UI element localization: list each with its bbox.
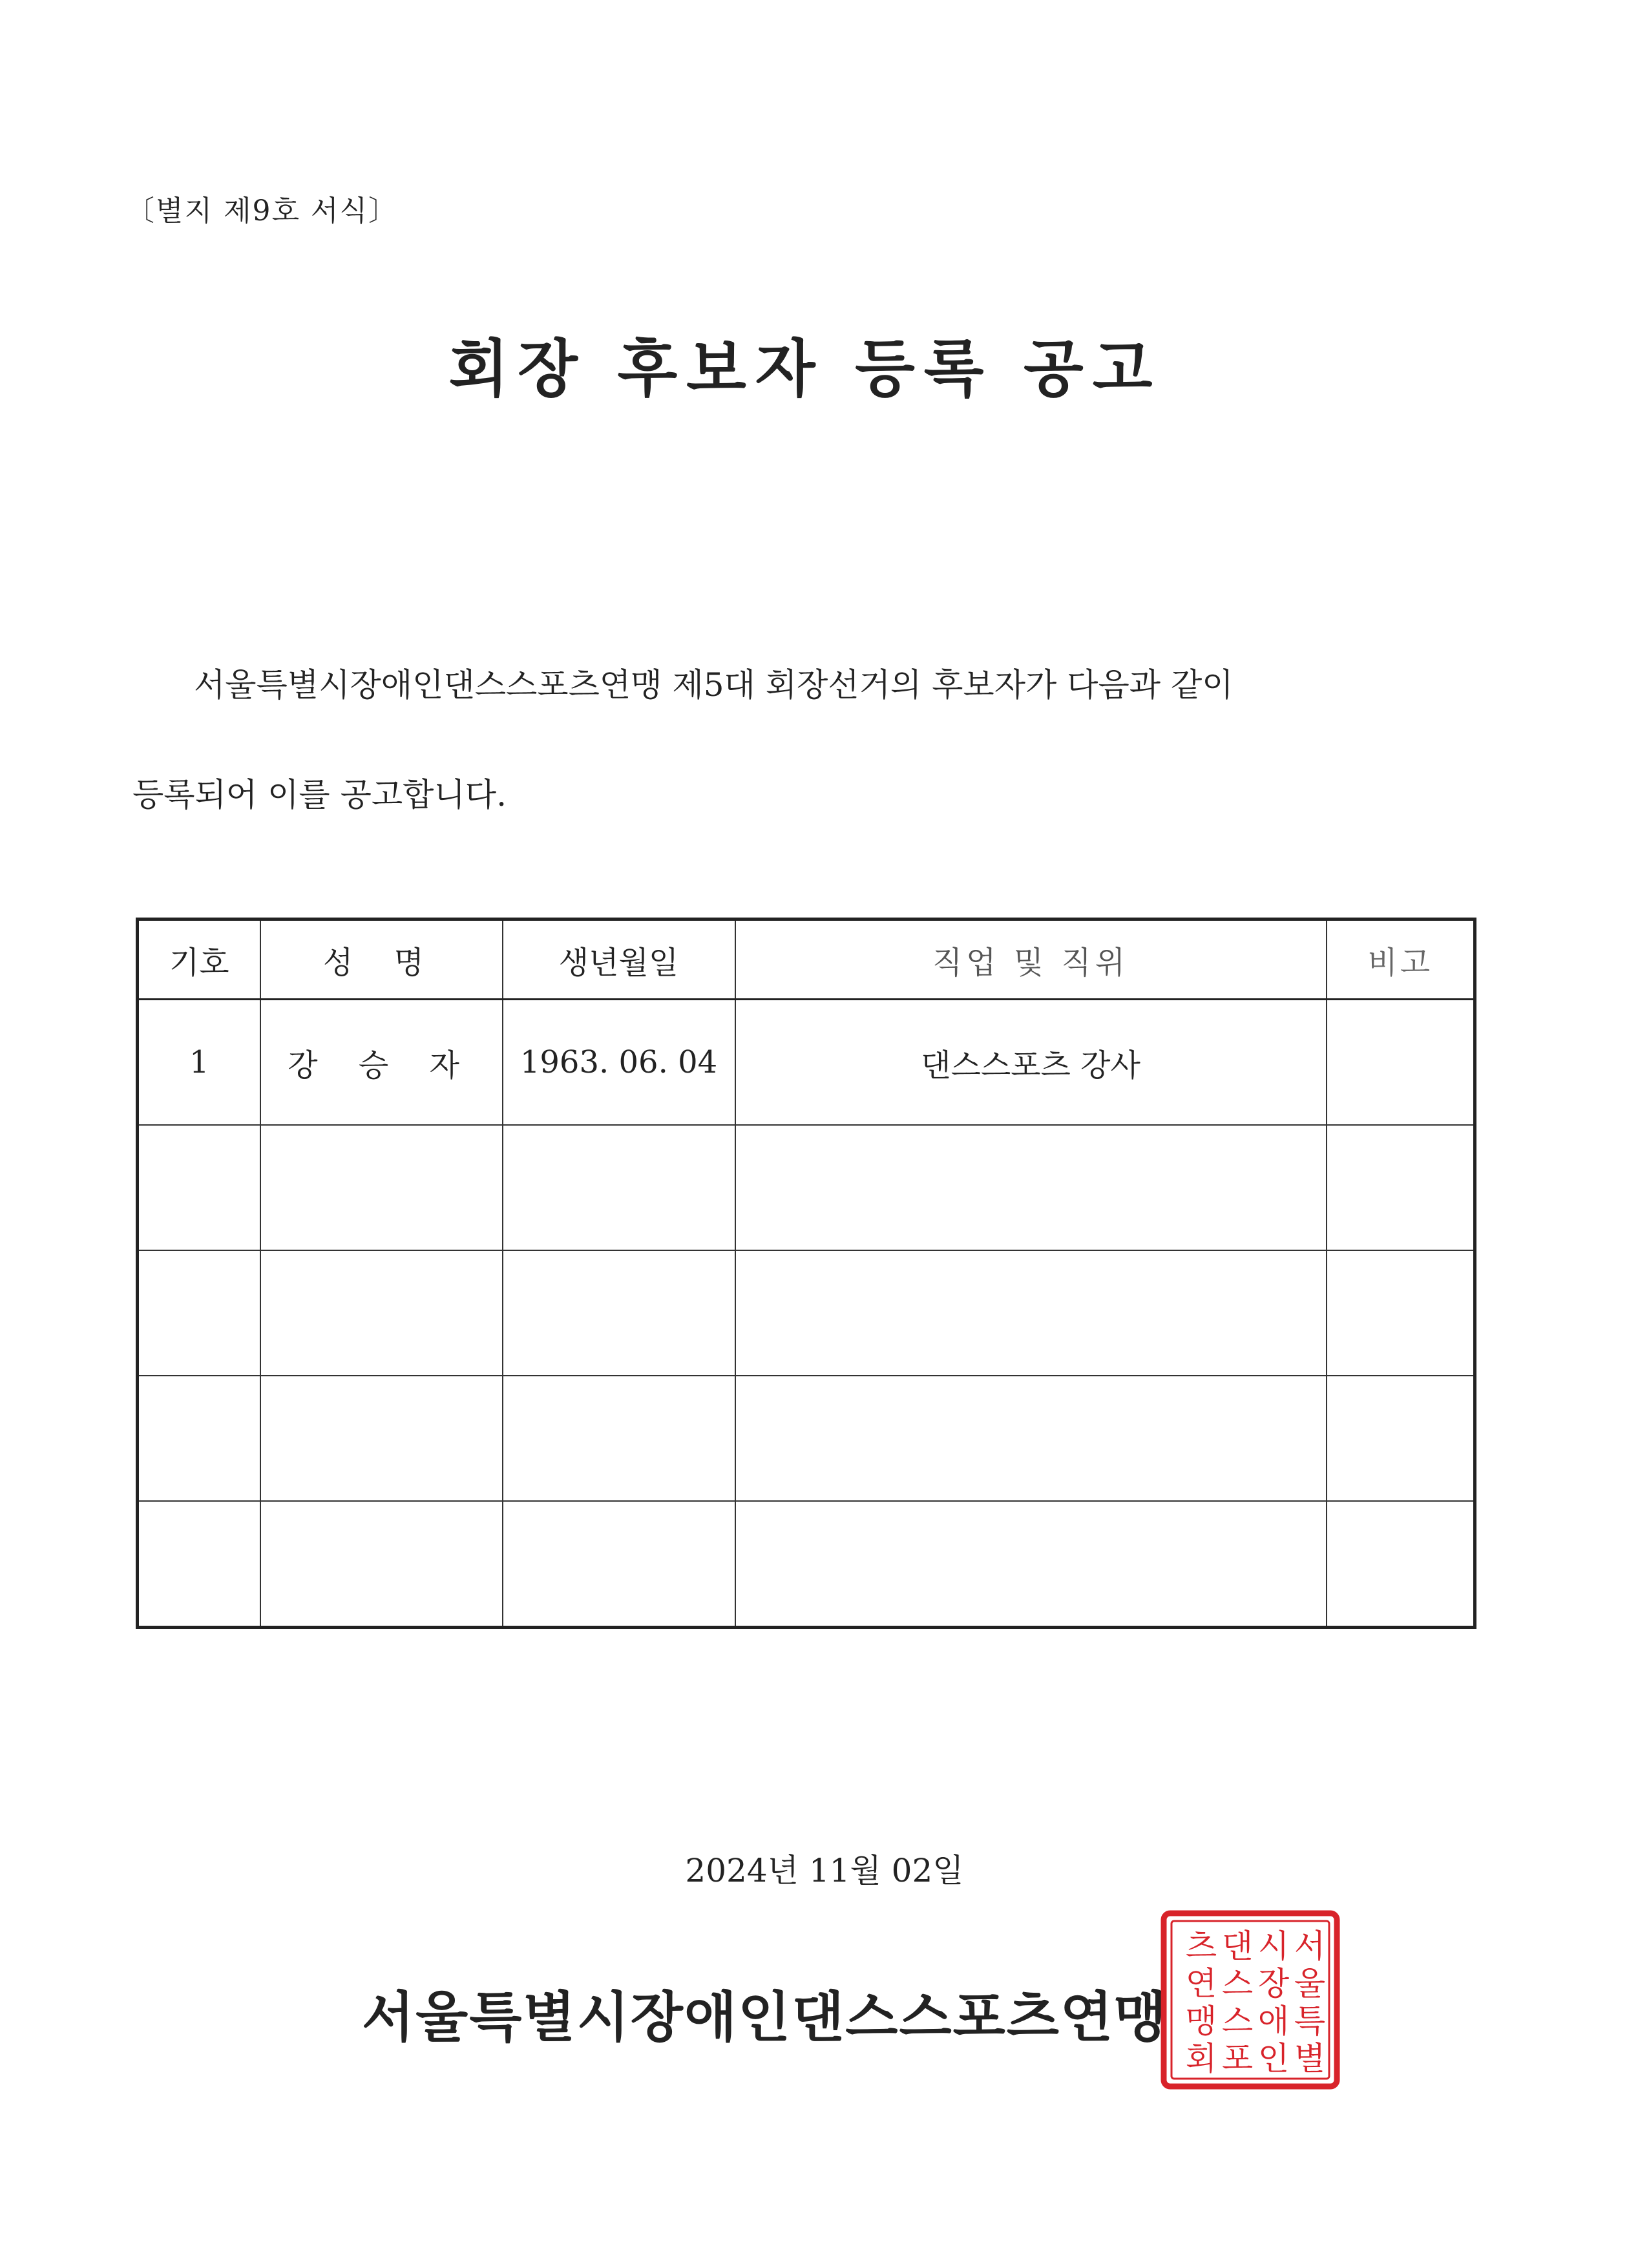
table-row xyxy=(138,1000,1475,1126)
seal-glyph: 스 xyxy=(1221,2002,1254,2040)
table-row xyxy=(138,1250,1475,1376)
cell-birthdate xyxy=(503,1501,735,1628)
cell-remark xyxy=(1327,1000,1475,1126)
seal-glyph: 댄 xyxy=(1221,1927,1254,1965)
seal-glyph: 연 xyxy=(1185,1965,1217,2002)
cell-number xyxy=(138,1125,260,1250)
seal-glyph: 장 xyxy=(1257,1965,1290,2002)
table-row xyxy=(138,1125,1475,1250)
notice-body-line-2: 등록되어 이를 공고합니다. xyxy=(132,776,507,814)
cell-name xyxy=(260,1250,503,1376)
header-job: 직업 및 직위 xyxy=(735,919,1327,1000)
seal-glyph: 인 xyxy=(1257,2040,1290,2077)
cell-number xyxy=(138,1501,260,1628)
cell-birthdate xyxy=(503,1376,735,1501)
notice-body-line-1 xyxy=(139,630,1535,740)
seal-glyph: 애 xyxy=(1257,2002,1290,2040)
table-row xyxy=(138,1501,1475,1628)
seal-glyph: 특 xyxy=(1294,2002,1326,2040)
cell-name xyxy=(260,1501,503,1628)
cell-job xyxy=(735,1250,1327,1376)
seal-glyph: 울 xyxy=(1294,1965,1326,2002)
seal-glyph: 츠 xyxy=(1185,1927,1217,1965)
seal-glyph: 스 xyxy=(1221,1965,1254,2002)
cell-remark xyxy=(1327,1125,1475,1250)
form-label: 〔별지 제9호 서식〕 xyxy=(126,194,398,227)
cell-remark xyxy=(1327,1501,1475,1628)
cell-number xyxy=(138,1376,260,1501)
official-seal-icon xyxy=(1160,1909,1341,2090)
seal-glyph: 서 xyxy=(1294,1927,1326,1965)
cell-job xyxy=(735,1501,1327,1628)
cell-name: 강 승 자 xyxy=(260,1000,503,1126)
notice-body-line-1-text: 서울특별시장애인댄스스포츠연맹 제5대 회장선거의 후보자가 다음과 같이 xyxy=(194,666,1234,704)
cell-remark xyxy=(1327,1250,1475,1376)
header-number: 기호 xyxy=(138,919,260,1000)
cell-name xyxy=(260,1125,503,1250)
notice-body xyxy=(132,630,1535,850)
cell-job: 댄스스포츠 강사 xyxy=(735,1000,1327,1126)
header-remark: 비고 xyxy=(1327,919,1475,1000)
cell-remark xyxy=(1327,1376,1475,1501)
seal-glyph: 시 xyxy=(1257,1927,1290,1965)
organization-name: 서울특별시장애인댄스스포츠연맹 xyxy=(362,1985,1168,2049)
table-header-row xyxy=(138,919,1475,1000)
document-title: 회장 후보자 등록 공고 xyxy=(448,332,1162,405)
header-birthdate: 생년월일 xyxy=(503,919,735,1000)
seal-glyph: 회 xyxy=(1185,2040,1217,2077)
cell-birthdate xyxy=(503,1125,735,1250)
seal-glyph: 포 xyxy=(1221,2040,1254,2077)
seal-glyph: 맹 xyxy=(1185,2002,1217,2040)
cell-number xyxy=(138,1250,260,1376)
cell-job xyxy=(735,1376,1327,1501)
table-row xyxy=(138,1376,1475,1501)
cell-job xyxy=(735,1125,1327,1250)
cell-name xyxy=(260,1376,503,1501)
cell-number: 1 xyxy=(138,1000,260,1126)
seal-glyph: 별 xyxy=(1294,2040,1326,2077)
candidate-table xyxy=(136,918,1476,1629)
cell-birthdate: 1963. 06. 04 xyxy=(503,1000,735,1126)
issue-date: 2024년 11월 02일 xyxy=(685,1852,964,1889)
cell-birthdate xyxy=(503,1250,735,1376)
header-name: 성 명 xyxy=(260,919,503,1000)
